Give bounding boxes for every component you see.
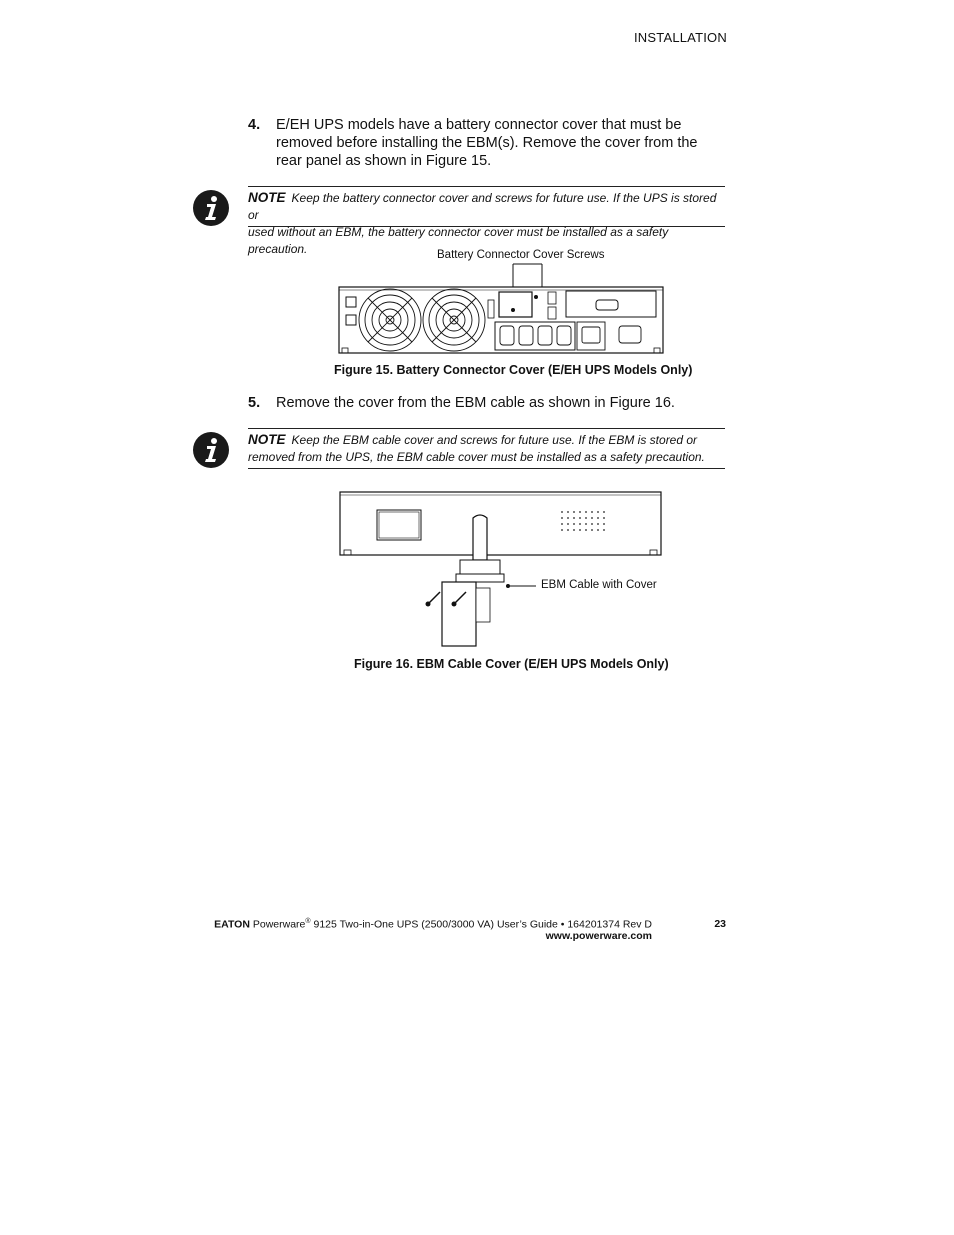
footer-rest: 9125 Two-in-One UPS (2500/3000 VA) User’s Guide • 164201374 Rev D	[310, 918, 652, 931]
footer-brand: EATON	[214, 918, 250, 931]
step-4-line-2: removed before installing the EBM(s). Remove the cover from the	[276, 135, 698, 151]
note-2-info-icon	[192, 431, 230, 474]
footer-url: www.powerware.com	[545, 930, 652, 942]
figure-16-callout: EBM Cable with Cover	[541, 579, 657, 591]
footer-product: Powerware	[252, 918, 306, 931]
note-1-text	[248, 189, 725, 258]
note-1-label: NOTE	[248, 190, 286, 205]
note-2-line-1: Keep the EBM cable cover and screws for future use. If the EBM is stored or	[291, 433, 698, 447]
step-4-line-3: rear panel as shown in Figure 15.	[276, 153, 492, 169]
step-4-number: 4.	[248, 117, 261, 133]
note-2-line-2: removed from the UPS, the EBM cable cover must be installed as a safety precaution.	[248, 450, 705, 464]
footer-reg: ®	[305, 918, 311, 925]
step-5-text: Remove the cover from the EBM cable as shown in Figure 16.	[276, 395, 675, 411]
note-2-text	[248, 431, 725, 466]
step-4-line-1: E/EH UPS models have a battery connector cover that must be	[276, 117, 682, 133]
figure-15-drawing	[330, 260, 670, 365]
figure-15-caption: Figure 15. Battery Connector Cover (E/EH UPS Models Only)	[334, 363, 693, 377]
note-1-line-2: used without an EBM, the battery connector cover must be installed as a safety precaution.	[248, 225, 669, 256]
page-number: 23	[714, 918, 726, 930]
step-5-number: 5.	[248, 395, 261, 411]
note-1-info-icon	[192, 189, 230, 232]
note-1-line-1: Keep the battery connector cover and screws for future use. If the UPS is stored or	[248, 191, 717, 222]
section-header: INSTALLATION	[634, 30, 727, 45]
step-4-text	[276, 116, 736, 170]
figure-15-callout: Battery Connector Cover Screws	[437, 249, 605, 261]
figure-16-drawing	[336, 488, 666, 655]
note-2-label: NOTE	[248, 432, 286, 447]
note-2-box	[248, 428, 725, 469]
figure-16-caption: Figure 16. EBM Cable Cover (E/EH UPS Models Only)	[354, 657, 669, 671]
footer-line	[208, 918, 652, 931]
